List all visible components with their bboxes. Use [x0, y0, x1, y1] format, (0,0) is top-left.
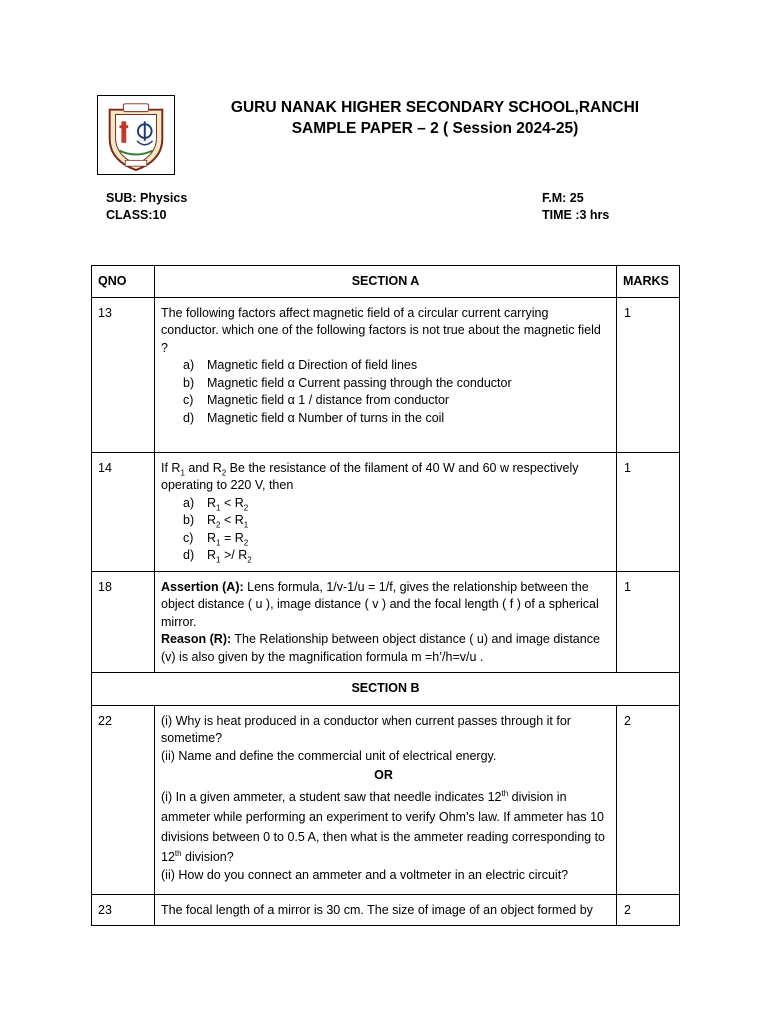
table-row: [92, 571, 680, 673]
question-number: 14: [92, 452, 155, 571]
question-marks: 2: [617, 705, 680, 894]
question-text: [155, 705, 617, 894]
option-item: c) $R_1 = R_2$: [183, 530, 249, 547]
time-label: TIME :3 hrs: [542, 208, 610, 222]
table-header-row: [92, 266, 680, 298]
subject-label: SUB: Physics: [106, 191, 188, 205]
qno-header: QNO: [92, 266, 155, 298]
option-item: a) $R_1 < R_2$: [183, 495, 249, 512]
question-text: [155, 571, 617, 673]
q22-alt-part-2: (ii) How do you connect an ammeter and a voltmeter in an electric circuit?: [161, 867, 569, 882]
question-table: [91, 265, 680, 926]
question-marks: 1: [617, 452, 680, 571]
crest-icon: [98, 96, 174, 174]
option-item: b) $R_2 < R_1$: [183, 513, 249, 530]
document-header: [200, 97, 670, 139]
question-text: [155, 297, 617, 452]
section-a-header: SECTION A: [155, 266, 617, 298]
question-number: 13: [92, 297, 155, 452]
full-marks-label: F.M: 25: [542, 191, 584, 205]
q22-alt-part-1: (i) In a given ammeter, a student saw that needle indicates 12th division in ammeter while performing an experiment to verify Ohm’s law. If ammeter has 10 divisions between 0 to 0.5 A, then what is the ammeter reading corresponding to 12th division?: [161, 788, 606, 864]
table-row: [92, 705, 680, 894]
section-b-row: [92, 673, 680, 706]
assertion-text: Assertion (A): Lens formula, 1/v-1/u = 1/f, gives the relationship between the object distance ( u ), image distance ( v ) and the focal length ( f ) of a spherical mirror.: [161, 579, 599, 629]
question-marks: 1: [617, 571, 680, 673]
table-row: [92, 894, 680, 926]
question-number: 22: [92, 705, 155, 894]
question-number: 23: [92, 894, 155, 926]
option-item: a) Magnetic field α Direction of field lines: [183, 358, 418, 372]
table-row: [92, 297, 680, 452]
paper-title: SAMPLE PAPER – 2 ( Session 2024-25): [291, 120, 579, 137]
or-separator: OR: [374, 768, 393, 782]
question-marks: 1: [617, 297, 680, 452]
reason-text: Reason (R): The Relationship between object distance ( u) and image distance (v) is also given by the magnification formula m =h’/h=v/u .: [161, 632, 600, 664]
q22-part-2: (ii) Name and define the commercial unit of electrical energy.: [161, 748, 497, 763]
marks-header: MARKS: [617, 266, 680, 298]
option-list: [161, 357, 606, 427]
option-list: [161, 495, 606, 565]
option-item: d) Magnetic field α Number of turns in the coil: [183, 410, 445, 425]
q14-stem: If $R_1$ and $R_2$ Be the resistance of the filament of 40 W and 60 w respectively operating to 220 V, then: [161, 460, 579, 492]
school-name: GURU NANAK HIGHER SECONDARY SCHOOL,RANCHI: [230, 99, 640, 116]
class-label: CLASS:10: [106, 208, 167, 222]
q22-part-1: (i) Why is heat produced in a conductor when current passes through it for sometime?: [161, 713, 571, 745]
option-item: c) Magnetic field α 1 / distance from conductor: [183, 393, 450, 407]
q13-stem: The following factors affect magnetic field of a circular current carrying conductor. which one of the following factors is not true about the magnetic field ?: [161, 305, 601, 355]
question-number: 18: [92, 571, 155, 673]
table-row: [92, 452, 680, 571]
question-text: The focal length of a mirror is 30 cm. The size of image of an object formed by: [155, 894, 617, 926]
subject-info: [106, 190, 187, 224]
section-b-header: SECTION B: [92, 673, 680, 706]
option-item: d) $R_1 >/ R_2$: [183, 548, 252, 565]
option-item: b) Magnetic field α Current passing through the conductor: [183, 375, 512, 390]
question-marks: 2: [617, 894, 680, 926]
school-crest-logo: [97, 95, 175, 175]
question-text: [155, 452, 617, 571]
marks-time-info: [542, 190, 609, 224]
